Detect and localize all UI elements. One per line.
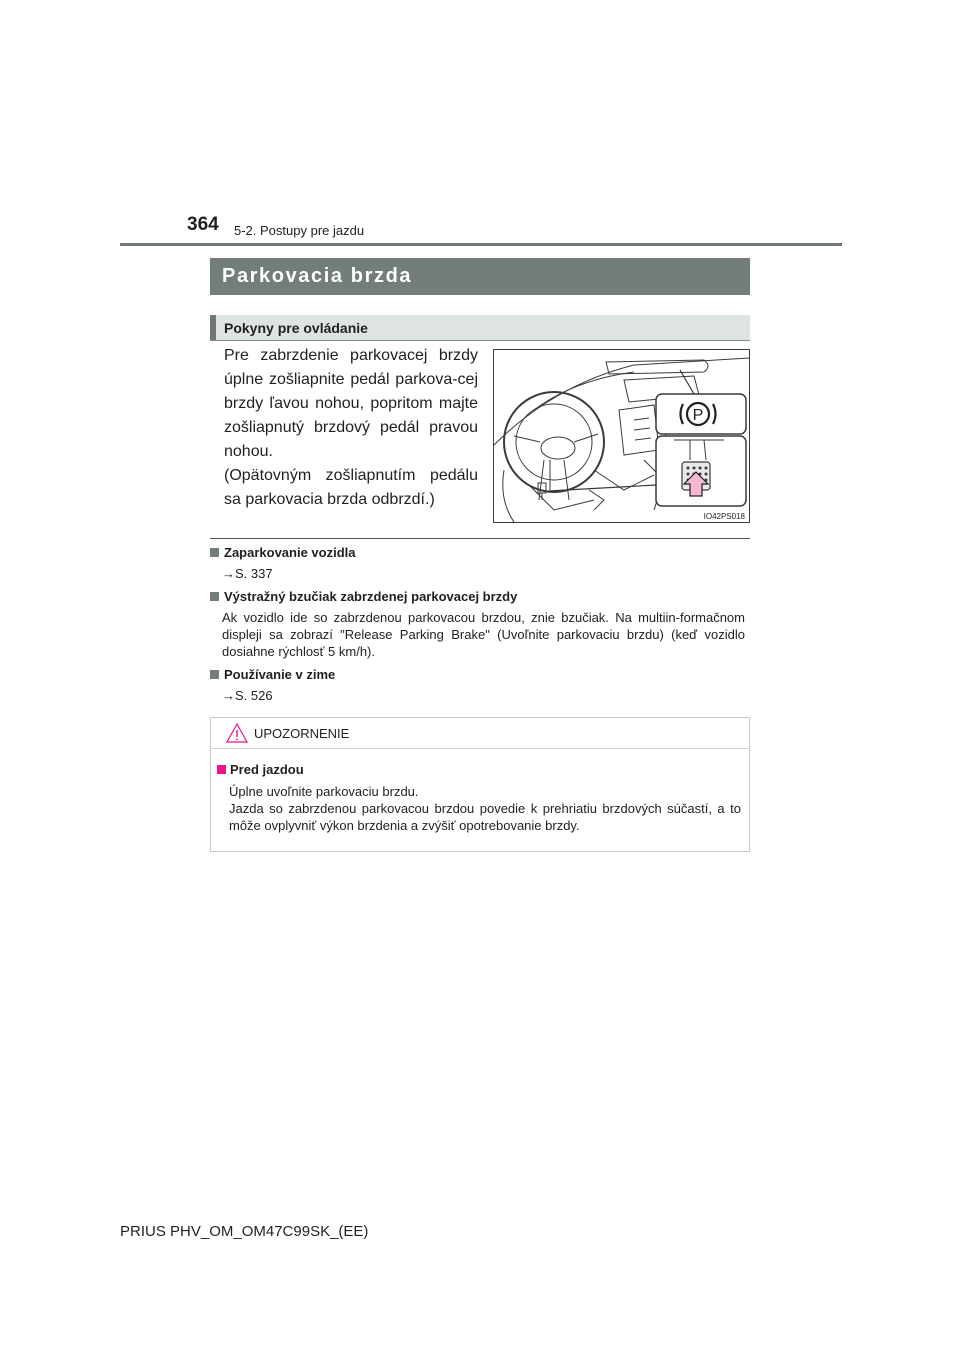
section-breadcrumb: 5-2. Postupy pre jazdu (234, 223, 365, 238)
intro-paragraph-2: (Opätovným zošliapnutím pedálu sa parkovacia brzda odbrzdí.) (224, 467, 478, 508)
square-bullet-icon (217, 765, 226, 774)
warning-line-1: Úplne uvoľnite parkovaciu brzdu. (229, 784, 419, 799)
warning-content (211, 749, 749, 834)
warning-line-2: Jazda so zabrzdenou parkovacou brzdou povedie k prehriatiu brzdových súčastí, a to môže ovplyvniť výkon brzdenia a zvýšiť opotrebovanie brzdy. (229, 801, 741, 833)
warning-box (210, 717, 750, 852)
note-item (210, 666, 745, 704)
warning-triangle-icon (225, 722, 249, 744)
parking-brake-illustration (493, 349, 750, 523)
note-body: →S. 526 (222, 688, 273, 703)
page-title: Parkovacia brzda (210, 258, 750, 295)
square-bullet-icon (210, 670, 219, 679)
square-bullet-icon (210, 548, 219, 557)
note-body: Ak vozidlo ide so zabrzdenou parkovacou brzdou, znie bzučiak. Na multiin-formačnom displeji sa zobrazí "Release Parking Brake" (Uvoľnite parkovaciu brzdu) (keď vozidlo dosiahne rýchlosť 5 km/h). (222, 610, 745, 659)
notes-divider (210, 538, 750, 539)
warning-label: UPOZORNENIE (254, 726, 350, 741)
warning-subtitle: Pred jazdou (230, 762, 304, 777)
note-body: →S. 337 (222, 566, 273, 581)
warning-text (217, 783, 741, 834)
page-number: 364 (187, 214, 219, 235)
subsection-rule (210, 340, 750, 341)
subsection-title: Pokyny pre ovládanie (210, 315, 750, 341)
square-bullet-icon (210, 592, 219, 601)
dashboard-drawing (494, 350, 749, 522)
figure-code: IO42PS018 (703, 512, 745, 521)
parking-brake-indicator-letter: P (692, 407, 704, 424)
header-rule (120, 243, 842, 246)
footer-doc-id: PRIUS PHV_OM_OM47C99SK_(EE) (120, 1223, 369, 1240)
note-item (210, 544, 745, 582)
note-title: Používanie v zime (224, 667, 336, 682)
notes-section (210, 544, 745, 710)
note-title: Výstražný bzučiak zabrzdenej parkovacej brzdy (224, 589, 518, 604)
note-title: Zaparkovanie vozidla (224, 545, 356, 560)
note-item (210, 588, 745, 660)
intro-paragraph-1: Pre zabrzdenie parkovacej brzdy úplne zošliapnite pedál parkova-cej brzdy ľavou nohou, popritom majte zošliapnutý brzdový pedál pravou nohou. (224, 347, 478, 460)
intro-text (224, 344, 478, 512)
warning-header (211, 718, 749, 749)
